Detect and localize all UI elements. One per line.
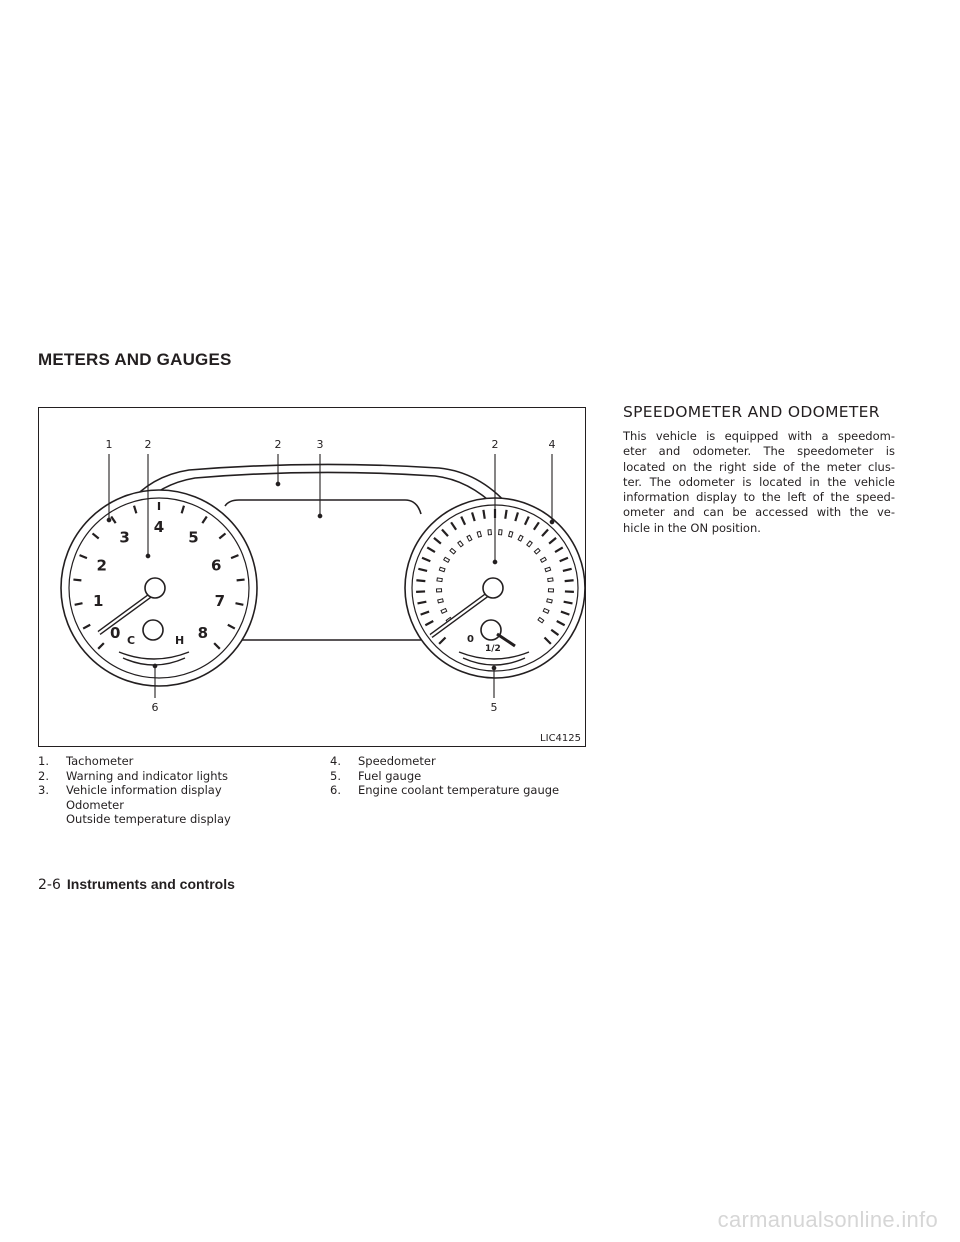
- page-footer: [38, 876, 235, 893]
- watermark: carmanualsonline.info: [717, 1207, 938, 1232]
- tachometer-number-7: 7: [214, 592, 226, 611]
- article-title: SPEEDOMETER AND ODOMETER: [623, 403, 880, 421]
- center-display-outline: [225, 500, 421, 514]
- fuel-label-half: 1/2: [485, 644, 501, 654]
- callout-1: 1: [105, 438, 113, 451]
- article-body: [623, 429, 895, 536]
- tachometer-number-2: 2: [96, 556, 107, 575]
- instrument-cluster-illustration: [39, 408, 587, 748]
- article-line: eter and odometer. The speedometer is: [623, 444, 895, 459]
- tachometer-number-4: 4: [153, 518, 165, 536]
- legend-item: 2. Warning and indicator lights: [38, 768, 228, 783]
- speedometer-tick: [505, 510, 506, 519]
- callout-6: 6: [151, 701, 159, 714]
- tachometer-number-1: 1: [92, 592, 104, 611]
- page-number: 2-6: [38, 877, 61, 893]
- instrument-cluster-figure: [38, 407, 586, 747]
- article-line: ter. The odometer is located in the vehicle: [623, 474, 895, 489]
- callout-2-right: 2: [491, 438, 499, 451]
- temp-gauge-hub: [143, 620, 163, 640]
- legend-item: 4. Speedometer: [330, 754, 436, 768]
- legend-item: 5. Fuel gauge: [330, 768, 422, 783]
- tachometer-tick: [73, 580, 81, 581]
- temp-label-c: C: [127, 634, 136, 647]
- chapter-title: Instruments and controls: [66, 876, 235, 892]
- tachometer-tick: [75, 603, 83, 605]
- tachometer-tick: [237, 580, 245, 581]
- legend-item: Odometer: [66, 797, 124, 812]
- speedometer-hub: [483, 578, 503, 598]
- speedometer-tick: [483, 510, 484, 519]
- legend-left: [38, 754, 318, 827]
- fuel-label-empty: 0: [467, 634, 474, 645]
- tachometer-number-0: 0: [109, 623, 121, 642]
- tachometer-gauge: [61, 490, 257, 686]
- section-heading: METERS AND GAUGES: [38, 350, 232, 369]
- article-line: information display to the left of the speed-: [623, 490, 895, 505]
- legend-item: 1. Tachometer: [38, 754, 134, 768]
- tachometer-number-5: 5: [188, 528, 199, 547]
- callout-2-center: 2: [274, 438, 282, 451]
- article-line: located on the right side of the meter clus-: [623, 459, 895, 474]
- figure-code: LIC4125: [540, 733, 581, 744]
- legend-item: 3. Vehicle information display: [38, 783, 222, 797]
- legend-item: Outside temperature display: [66, 812, 231, 826]
- callout-2-left: 2: [144, 438, 152, 451]
- speedometer-tick: [416, 580, 425, 581]
- article-line: ometer and can be accessed with the ve-: [623, 505, 895, 520]
- tachometer-number-6: 6: [211, 556, 222, 575]
- tachometer-tick: [236, 603, 244, 605]
- tachometer-hub: [145, 578, 165, 598]
- tachometer-number-8: 8: [197, 623, 209, 642]
- callout-3: 3: [316, 438, 324, 451]
- fuel-gauge-hub: [481, 620, 501, 640]
- speedometer-tick: [565, 580, 574, 581]
- article-line: hicle in the ON position.: [623, 520, 761, 535]
- legend-right: [330, 754, 590, 798]
- callout-4: 4: [548, 438, 556, 451]
- tachometer-number-3: 3: [119, 528, 130, 547]
- temp-label-h: H: [175, 634, 185, 647]
- article-line: This vehicle is equipped with a speedom-: [623, 429, 895, 443]
- legend-item: 6. Engine coolant temperature gauge: [330, 783, 560, 797]
- callout-5: 5: [490, 701, 498, 714]
